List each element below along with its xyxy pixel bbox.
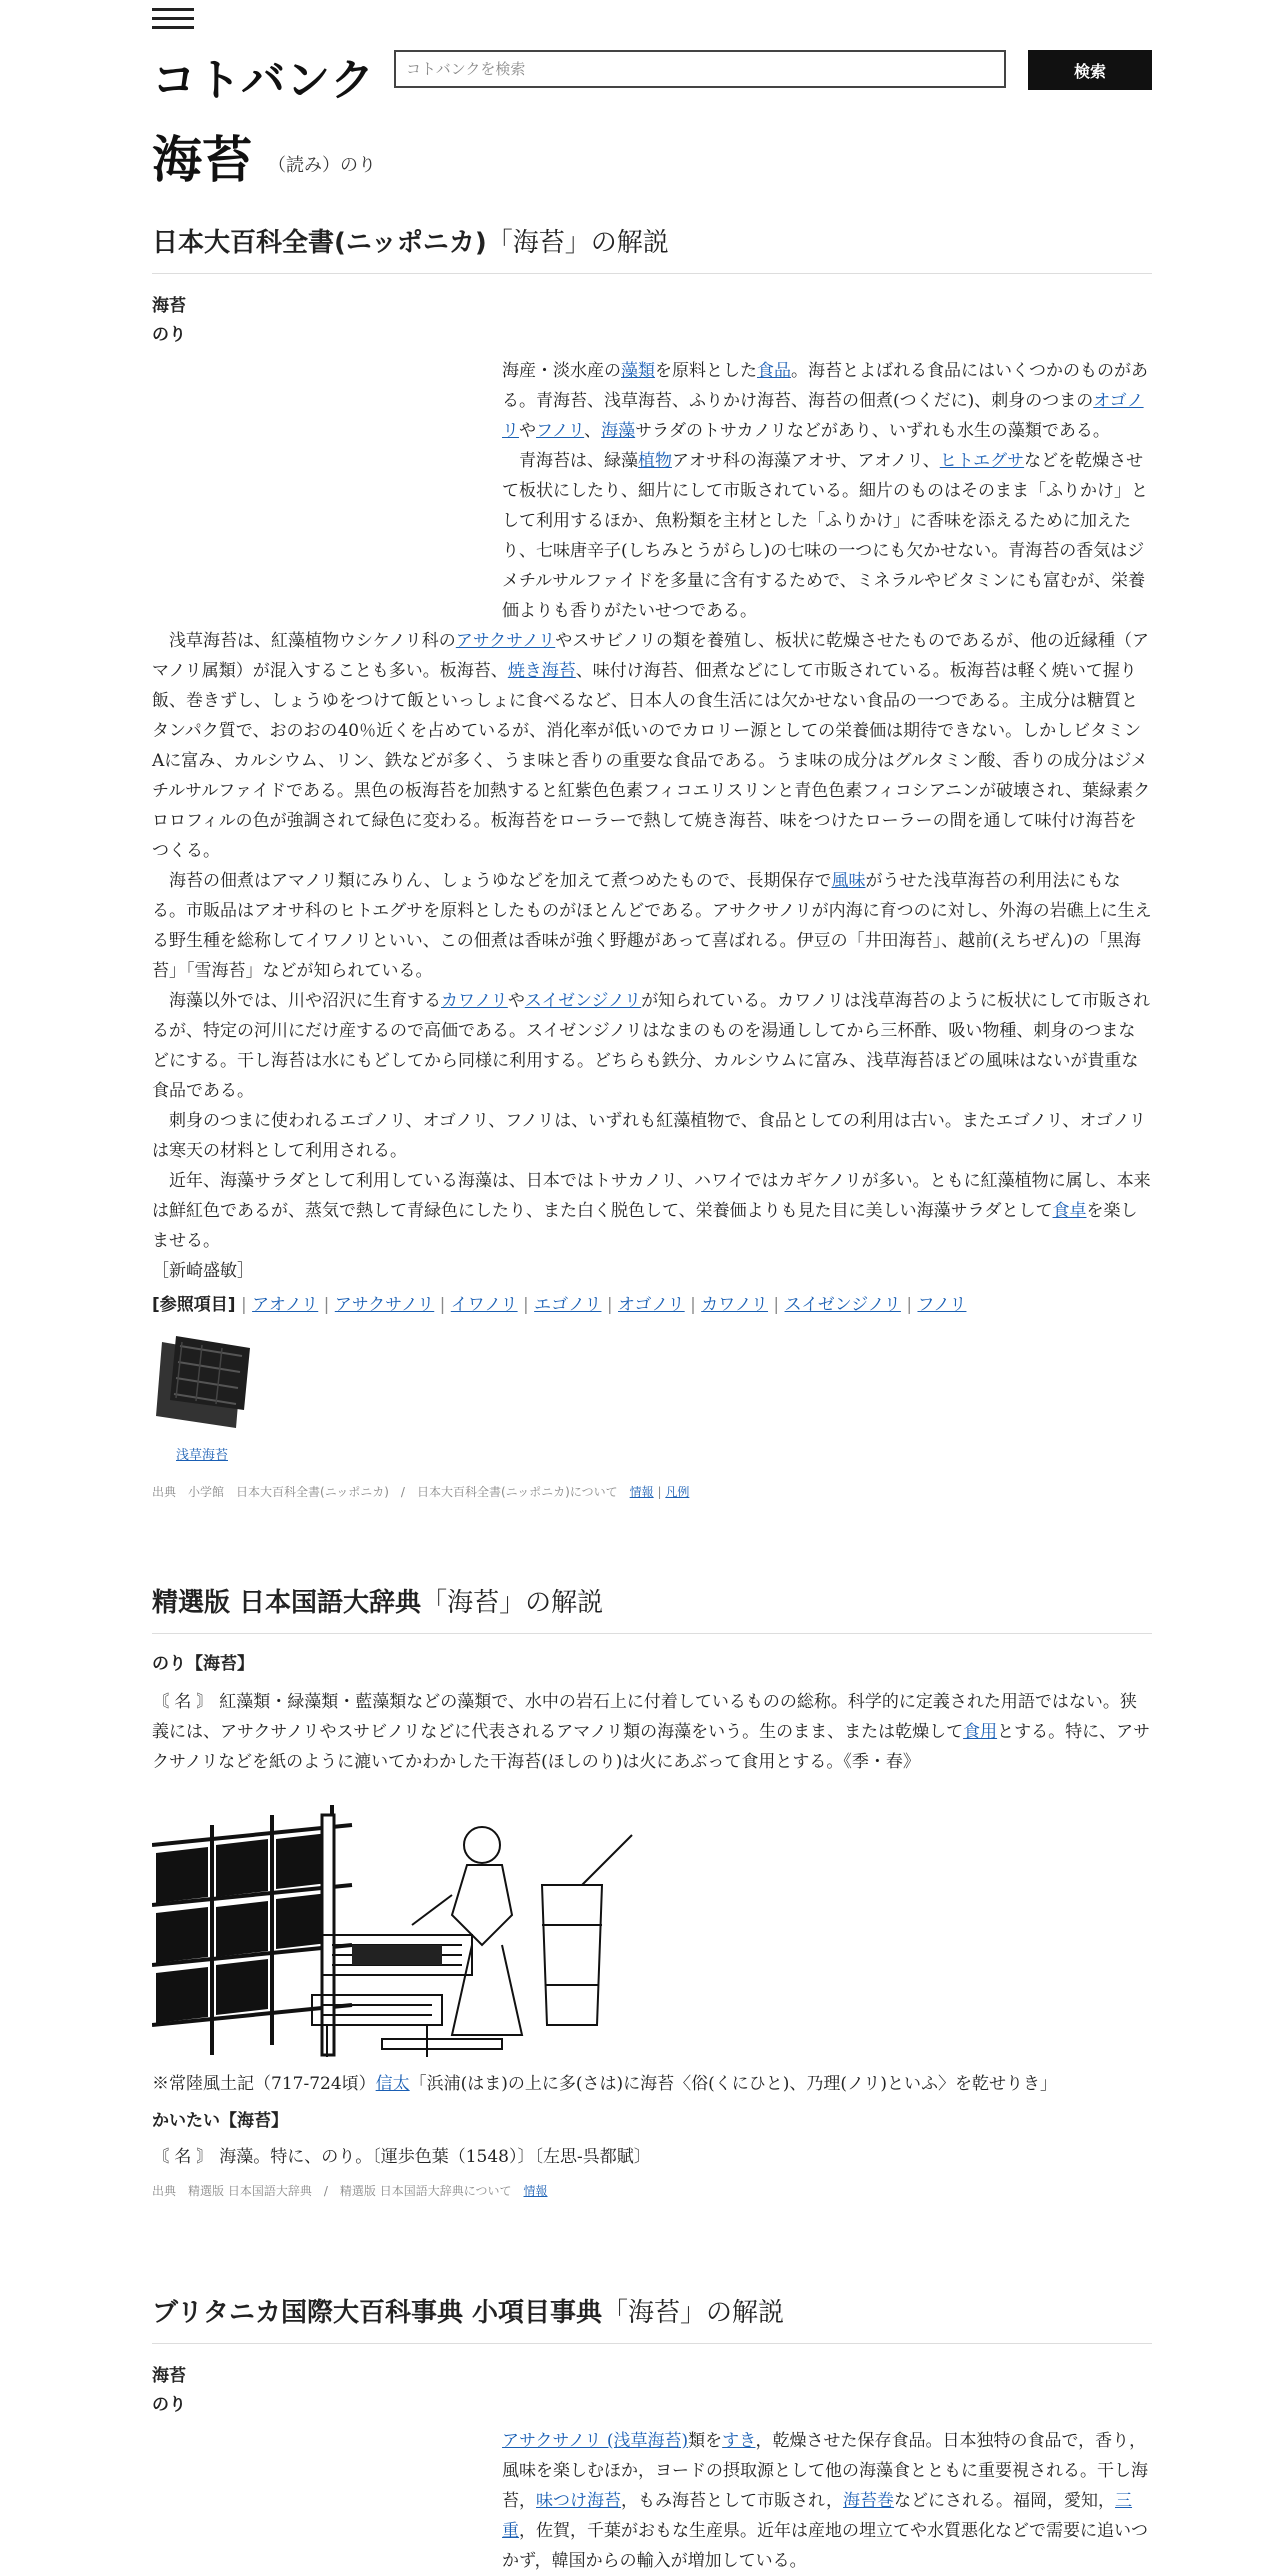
link-食用[interactable]: 食用 — [963, 1722, 998, 1742]
citation: ※常陸風土記（717‐724頃）信太「浜浦(はま)の上に多(さは)に海苔〈俗(くにひと)、乃理(ノリ)といふ〉を乾せりき」 — [152, 2074, 1058, 2094]
body-text: アサクサノリ (浅草海苔)類をすき，乾燥させた保存食品。日本独特の食品で，香り，風味を楽しむほか，ヨードの摂取源として他の海藻食とともに重要視される。干し海苔，味つけ海苔，もみ海苔として市販され，海苔巻などにされる。福岡，愛知，三重，佐賀，千葉がおもな生産県。近年は産地の埋立てや水質悪化などで需要に追いつかず，韓国からの輸入が増加している。 — [502, 2431, 1148, 2571]
section-title: 日本大百科全書(ニッポニカ)「海苔」の解説 — [152, 222, 1152, 274]
headword: 海苔 のり — [152, 2366, 186, 2415]
headword: 海苔 のり — [152, 296, 186, 345]
link-味つけ海苔[interactable]: 味つけ海苔 — [536, 2491, 621, 2511]
ref-link[interactable]: オゴノリ — [618, 1295, 685, 1315]
link-植物[interactable]: 植物 — [638, 451, 672, 471]
definition: 〘 名 〙 海藻。特に、のり。〔運歩色葉（1548）〕〔左思‐呉都賦〕 — [152, 2147, 651, 2167]
section-title: ブリタニカ国際大百科事典 小項目事典「海苔」の解説 — [152, 2292, 1152, 2344]
title-reading: （読み）のり — [268, 155, 376, 176]
section-nipponica — [152, 222, 1152, 1500]
headword: かいたい【海苔】 — [152, 2111, 288, 2131]
site-logo[interactable]: コトバンク — [152, 55, 376, 106]
link-食品[interactable]: 食品 — [757, 361, 791, 381]
image-caption[interactable]: 浅草海苔 — [175, 1448, 228, 1463]
link-焼き海苔[interactable]: 焼き海苔 — [507, 661, 576, 681]
search-button[interactable]: 検索 — [1028, 50, 1152, 90]
link-アサクサノリ[interactable]: アサクサノリ (浅草海苔) — [502, 2431, 689, 2451]
info-link[interactable]: 情報 — [523, 2184, 548, 2198]
link-食卓[interactable]: 食卓 — [1052, 1201, 1087, 1221]
link-海苔巻[interactable]: 海苔巻 — [843, 2491, 895, 2511]
link-ヒトエグサ[interactable]: ヒトエグサ — [939, 451, 1025, 471]
link-三重[interactable]: 三重 — [502, 2491, 1133, 2541]
definition: 〘 名 〙 紅藻類・緑藻類・藍藻類などの藻類で、水中の岩石上に付着しているものの総称。科学的に定義された用語ではない。狭義には、アサクサノリやスサビノリなどに代表されるアマノリ類の海藻をいう。生のまま、または乾燥して食用とする。特に、アサクサノリなどを紙のように漉いてかわかした干海苔(ほしのり)は火にあぶって食用とする。《季・春》 — [152, 1692, 1151, 1772]
ref-link[interactable]: フノリ — [917, 1295, 967, 1315]
ref-link[interactable]: アオノリ — [252, 1295, 319, 1315]
link-スイゼンジノリ[interactable]: スイゼンジノリ — [524, 991, 642, 1011]
page-title: 海苔 — [152, 131, 252, 189]
link-オゴノリ[interactable]: オゴノリ — [502, 391, 1144, 441]
ref-link[interactable]: イワノリ — [450, 1295, 518, 1315]
link-すき[interactable]: すき — [722, 2431, 756, 2451]
body-text: 海産・淡水産の藻類を原料とした食品。海苔とよばれる食品にはいくつかのものがある。青海苔、浅草海苔、ふりかけ海苔、海苔の佃煮(つくだに)、刺身のつまのオゴノリやフノリ、海藻サラダのトサカノリなどがあり、いずれも水生の藻類である。 青海苔は、緑藻植物アオサ科の海藻アオサ、アオノリ、ヒトエグサなどを乾燥させて板状にしたり、細片にして市販されている。細片のものはそのまま「ふりかけ」として利用するほか、魚粉類を主材とした「ふりかけ」に香味を添えるために加えたり、七味唐辛子(しちみとうがらし)の七味の一つにも欠かせない。青海苔の香気はジメチルサルファイドを多量に含有するためで、ミネラルやビタミンにも富むが、栄養価よりも香りがたいせつである。 — [502, 361, 1148, 621]
figure-asakusa-nori[interactable] — [152, 1334, 1152, 1463]
nori-making-illustration — [152, 1795, 636, 2065]
menu-icon[interactable] — [152, 8, 194, 30]
nori-image[interactable] — [152, 1334, 252, 1434]
search-input[interactable] — [394, 50, 1006, 88]
link-フノリ[interactable]: フノリ — [536, 421, 585, 441]
ref-link[interactable]: カワノリ — [701, 1295, 769, 1315]
link-海藻[interactable]: 海藻 — [601, 421, 636, 441]
section-nikkoku — [152, 1582, 1152, 2199]
link-カワノリ[interactable]: カワノリ — [441, 991, 508, 1011]
body-text-full: 浅草海苔は、紅藻植物ウシケノリ科のアサクサノリやスサビノリの類を養殖し、板状に乾燥させたものであるが、他の近縁種（アマノリ属類）が混入することも多い。板海苔、焼き海苔、味付け海苔、佃煮などにして市販されている。板海苔は軽く焼いて握り飯、巻きずし、しょうゆをつけて飯といっしょに食べるなど、日本人の食生活には欠かせない食品の一つである。主成分は糖質とタンパク質で、おのおの40％近くを占めているが、消化率が低いのでカロリー源としての栄養価は期待できない。しかしビタミンAに富み、カルシウム、リン、鉄などが多く、うま味と香りの重要な食品である。うま味の成分はグルタミン酸、香りの成分はジメチルサルファイドである。黒色の板海苔を加熱すると紅紫色色素フィコエリスリンと青色色素フィコシアニンが破壊され、葉緑素クロロフィルの色が強調されて緑色に変わる。板海苔をローラーで熱して焼き海苔、味をつけたローラーの間を通して味付け海苔をつくる。 海苔の佃煮はアマノリ類にみりん、しょうゆなどを加えて煮つめたもので、長期保存で風味がうせた浅草海苔の利用法にもなる。市販品はアオサ科のヒトエグサを原料としたものがほとんどである。アサクサノリが内海に育つのに対し、外海の岩礁上に生える野生種を総称してイワノリといい、この佃煮は香味が強く野趣があって喜ばれる。伊豆の「井田海苔」、越前(えちぜん)の「黒海苔」「雪海苔」などが知られている。 海藻以外では、川や沼沢に生育するカワノリやスイゼンジノリが知られている。カワノリは浅草海苔のように板状にして市販されるが、特定の河川にだけ産するので高価である。スイゼンジノリはなまのものを湯通ししてから三杯酢、吸い物種、刺身のつまなどにする。干し海苔は水にもどしてから同様に利用する。どちらも鉄分、カルシウムに富み、浅草海苔ほどの風味はないが貴重な食品である。 刺身のつまに使われるエゴノリ、オゴノリ、フノリは、いずれも紅藻植物で、食品としての利用は古い。またエゴノリ、オゴノリは寒天の材料として利用される。 近年、海藻サラダとして利用している海藻は、日本ではトサカノリ、ハワイではカギケノリが多い。ともに紅藻植物に属し、本来は鮮紅色であるが、蒸気で熱して青緑色にしたり、また白く脱色して、栄養価よりも見た目に美しい海藻サラダとして食卓を楽しませる。 ［新崎盛敏］ — [152, 631, 1152, 1281]
link-アサクサノリ[interactable]: アサクサノリ — [455, 631, 556, 651]
ref-link[interactable]: アサクサノリ — [334, 1295, 435, 1315]
link-藻類[interactable]: 藻類 — [621, 361, 655, 381]
section-britannica — [152, 2292, 1152, 2576]
legend-link[interactable]: 凡例 — [665, 1485, 690, 1499]
source-line: 出典 小学館 日本大百科全書(ニッポニカ) / 日本大百科全書(ニッポニカ)について 情報 | 凡例 — [152, 1485, 690, 1499]
ref-link[interactable]: エゴノリ — [534, 1295, 602, 1315]
section-title: 精選版 日本国語大辞典「海苔」の解説 — [152, 1582, 1152, 1634]
headword: のり【海苔】 — [152, 1654, 254, 1674]
ref-link[interactable]: スイゼンジノリ — [784, 1295, 901, 1315]
link-信太[interactable]: 信太 — [375, 2074, 410, 2094]
info-link[interactable]: 情報 — [629, 1485, 654, 1499]
source-line: 出典 精選版 日本国語大辞典 / 精選版 日本国語大辞典について 情報 — [152, 2184, 548, 2198]
link-風味[interactable]: 風味 — [831, 871, 866, 891]
reference-items: [参照項目] | アオノリ | アサクサノリ | イワノリ | エゴノリ | オゴノリ | カワノリ | スイゼンジノリ | フノリ — [152, 1295, 967, 1315]
